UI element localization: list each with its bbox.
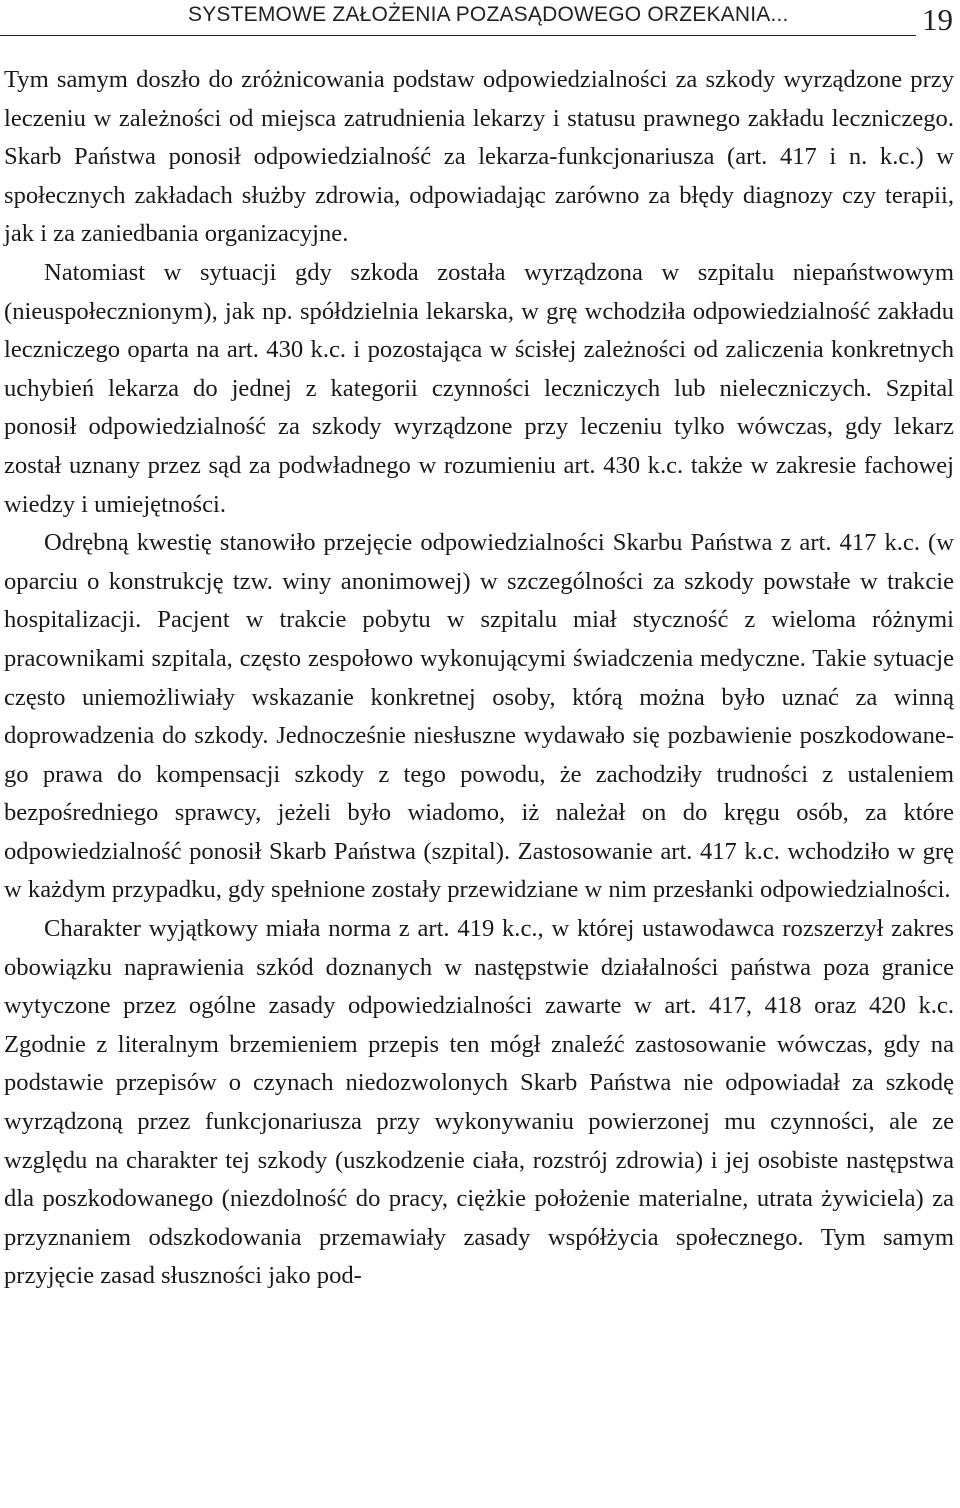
- running-header: [0, 0, 960, 44]
- page-number: 19: [922, 2, 953, 37]
- paragraph-2: Natomiast w sytuacji gdy szkoda została wyrządzona w szpitalu niepaństwowym (nieuspołecznionym), jak np. spółdzielnia lekarska, w grę wchodziła odpowiedzialność zakładu leczniczego oparta na art. 430 k.c. i pozostająca w ścisłej zależności od zaliczenia konkretnych uchybień lekarza do jednej z kategorii czynności leczniczych lub nieleczniczych. Szpital ponosił odpowiedzialność za szkody wyrządzone przy leczeniu tylko wówczas, gdy lekarz został uznany przez sąd za podwładnego w rozumieniu art. 430 k.c. także w zakresie fachowej wiedzy i umiejętności.: [4, 258, 954, 518]
- header-rule: [0, 35, 916, 36]
- paragraph-1: Tym samym doszło do zróżnicowania podstaw odpowiedzialności za szkody wyrządzone przy leczeniu w zależności od miejsca zatrudnienia lekarzy i statusu prawnego zakładu leczniczego. Skarb Państwa ponosił odpowiedzialność za lekarza-funkcjonariusza (art. 417 i n. k.c.) w społecznych zakładach służby zdrowia, odpowiadając zarówno za błędy diagnozy czy terapii, jak i za zaniedbania organizacyjne.: [4, 66, 954, 248]
- running-header-title: SYSTEMOWE ZAŁOŻENIA POZASĄDOWEGO ORZEKANIA...: [188, 3, 789, 26]
- body-text: [4, 61, 954, 1296]
- paragraph-4: Charakter wyjątkowy miała norma z art. 419 k.c., w której ustawodawca rozszerzył zakres obowiązku naprawienia szkód doznanych w następstwie działalności państwa poza granice wytyczone przez ogólne zasady odpowiedzialności zawarte w art. 417, 418 oraz 420 k.c. Zgodnie z literalnym brzemieniem przepis ten mógł znaleźć zastosowanie wówczas, gdy na podstawie przepisów o czynach niedozwolonych Skarb Państwa nie odpowiadał za szkodę wyrządzoną przez funkcjonariusza przy wykonywaniu powierzonej mu czynności, ale ze względu na charakter tej szkody (uszkodzenie ciała, rozstrój zdrowia) i jej osobiste następstwa dla poszkodowanego (niezdolność do pracy, ciężkie położenie materialne, utrata żywiciela) za przyznaniem odszkodowania przemawiały zasady współżycia społecznego. Tym samym przyjęcie zasad słuszności jako pod-: [4, 915, 954, 1290]
- paragraph-3: Odrębną kwestię stanowiło przejęcie odpowiedzialności Skarbu Państwa z art. 417 k.c. (w oparciu o konstrukcję tzw. winy anonimowej) w szczególności za szkody powstałe w trakcie hospitalizacji. Pacjent w trakcie pobytu w szpitalu miał styczność z wieloma różnymi pracownikami szpitala, często zespołowo wykonującymi świadczenia medyczne. Takie sytuacje często uniemożliwiały wskazanie konkretnej osoby, którą można było uznać za winną doprowadzenia do szkody. Jednocześnie niesłuszne wydawało się pozbawienie poszkodowanego prawa do kompensacji szkody z tego powodu, że zachodziły trudności z ustaleniem bezpośredniego sprawcy, jeżeli było wiadomo, iż należał on do kręgu osób, za które odpowiedzialność ponosił Skarb Państwa (szpital). Zastosowanie art. 417 k.c. wchodziło w grę w każdym przypadku, gdy spełnione zostały przewidziane w nim przesłanki odpowiedzialności.: [4, 529, 954, 904]
